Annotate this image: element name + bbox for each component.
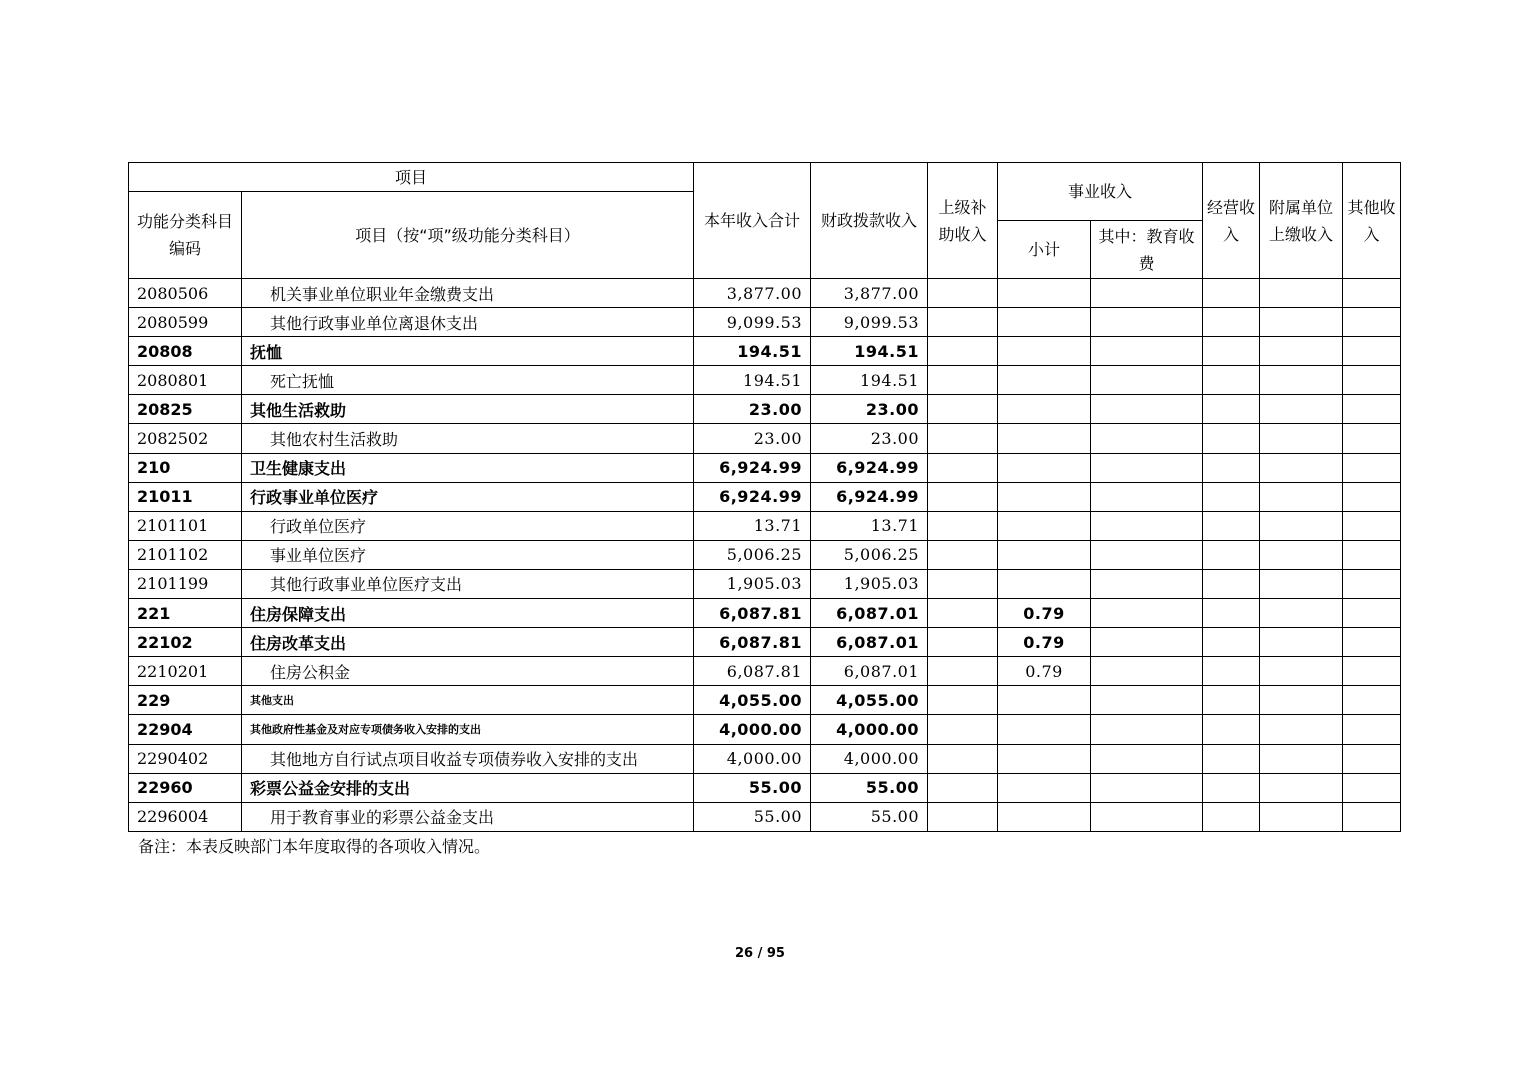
cell-edu-fee bbox=[1091, 599, 1203, 628]
cell-superior bbox=[928, 715, 998, 744]
cell-total: 194.51 bbox=[694, 337, 811, 366]
cell-superior bbox=[928, 744, 998, 773]
header-affiliate: 附属单位上缴收入 bbox=[1260, 163, 1343, 279]
cell-subtotal bbox=[998, 686, 1091, 715]
cell-fiscal: 9,099.53 bbox=[811, 308, 928, 337]
cell-superior bbox=[928, 308, 998, 337]
header-func-code: 功能分类科目编码 bbox=[129, 192, 242, 279]
cell-item-name: 事业单位医疗 bbox=[242, 540, 694, 569]
cell-affiliate bbox=[1260, 308, 1343, 337]
cell-edu-fee bbox=[1091, 308, 1203, 337]
cell-code: 2101101 bbox=[129, 511, 242, 540]
cell-superior bbox=[928, 657, 998, 686]
cell-edu-fee bbox=[1091, 366, 1203, 395]
header-career: 事业收入 bbox=[998, 163, 1203, 221]
cell-affiliate bbox=[1260, 540, 1343, 569]
table-body bbox=[129, 279, 1401, 832]
cell-other bbox=[1343, 337, 1401, 366]
cell-affiliate bbox=[1260, 657, 1343, 686]
cell-superior bbox=[928, 511, 998, 540]
cell-other bbox=[1343, 424, 1401, 453]
cell-operating bbox=[1203, 686, 1260, 715]
cell-edu-fee bbox=[1091, 686, 1203, 715]
table-row bbox=[129, 337, 1401, 366]
cell-other bbox=[1343, 511, 1401, 540]
cell-affiliate bbox=[1260, 599, 1343, 628]
cell-operating bbox=[1203, 366, 1260, 395]
cell-subtotal bbox=[998, 366, 1091, 395]
cell-total: 194.51 bbox=[694, 366, 811, 395]
cell-superior bbox=[928, 599, 998, 628]
cell-subtotal bbox=[998, 337, 1091, 366]
cell-edu-fee bbox=[1091, 773, 1203, 802]
cell-other bbox=[1343, 686, 1401, 715]
cell-item-name: 用于教育事业的彩票公益金支出 bbox=[242, 802, 694, 831]
cell-subtotal bbox=[998, 715, 1091, 744]
cell-total: 4,000.00 bbox=[694, 744, 811, 773]
cell-fiscal: 6,087.01 bbox=[811, 599, 928, 628]
cell-subtotal bbox=[998, 744, 1091, 773]
cell-code: 2080801 bbox=[129, 366, 242, 395]
cell-edu-fee bbox=[1091, 802, 1203, 831]
cell-subtotal bbox=[998, 773, 1091, 802]
cell-fiscal: 6,924.99 bbox=[811, 453, 928, 482]
cell-other bbox=[1343, 802, 1401, 831]
cell-other bbox=[1343, 366, 1401, 395]
table-row bbox=[129, 657, 1401, 686]
cell-fiscal: 5,006.25 bbox=[811, 540, 928, 569]
cell-item-name: 卫生健康支出 bbox=[242, 453, 694, 482]
cell-subtotal: 0.79 bbox=[998, 657, 1091, 686]
cell-item-name: 其他行政事业单位医疗支出 bbox=[242, 569, 694, 598]
cell-code: 22102 bbox=[129, 628, 242, 657]
cell-total: 6,924.99 bbox=[694, 453, 811, 482]
cell-edu-fee bbox=[1091, 424, 1203, 453]
cell-code: 22904 bbox=[129, 715, 242, 744]
header-superior: 上级补助收入 bbox=[928, 163, 998, 279]
cell-operating bbox=[1203, 715, 1260, 744]
table-row bbox=[129, 540, 1401, 569]
header-project: 项目 bbox=[129, 163, 694, 192]
cell-affiliate bbox=[1260, 802, 1343, 831]
cell-total: 55.00 bbox=[694, 773, 811, 802]
table-row bbox=[129, 395, 1401, 424]
cell-superior bbox=[928, 540, 998, 569]
cell-operating bbox=[1203, 599, 1260, 628]
cell-affiliate bbox=[1260, 453, 1343, 482]
cell-subtotal bbox=[998, 511, 1091, 540]
header-total: 本年收入合计 bbox=[694, 163, 811, 279]
cell-superior bbox=[928, 453, 998, 482]
header-fiscal: 财政拨款收入 bbox=[811, 163, 928, 279]
cell-operating bbox=[1203, 511, 1260, 540]
table-row bbox=[129, 569, 1401, 598]
cell-edu-fee bbox=[1091, 511, 1203, 540]
cell-subtotal bbox=[998, 279, 1091, 308]
cell-superior bbox=[928, 424, 998, 453]
cell-affiliate bbox=[1260, 569, 1343, 598]
table-row bbox=[129, 482, 1401, 511]
cell-total: 1,905.03 bbox=[694, 569, 811, 598]
cell-fiscal: 1,905.03 bbox=[811, 569, 928, 598]
cell-item-name: 其他农村生活救助 bbox=[242, 424, 694, 453]
cell-other bbox=[1343, 395, 1401, 424]
cell-item-name: 住房改革支出 bbox=[242, 628, 694, 657]
cell-subtotal: 0.79 bbox=[998, 628, 1091, 657]
cell-item-name: 死亡抚恤 bbox=[242, 366, 694, 395]
table-row bbox=[129, 686, 1401, 715]
header-operating: 经营收入 bbox=[1203, 163, 1260, 279]
cell-affiliate bbox=[1260, 773, 1343, 802]
cell-code: 20808 bbox=[129, 337, 242, 366]
cell-total: 6,087.81 bbox=[694, 657, 811, 686]
cell-subtotal: 0.79 bbox=[998, 599, 1091, 628]
cell-code: 221 bbox=[129, 599, 242, 628]
cell-other bbox=[1343, 569, 1401, 598]
cell-code: 210 bbox=[129, 453, 242, 482]
table-row bbox=[129, 599, 1401, 628]
cell-total: 23.00 bbox=[694, 395, 811, 424]
cell-subtotal bbox=[998, 453, 1091, 482]
cell-operating bbox=[1203, 308, 1260, 337]
cell-operating bbox=[1203, 802, 1260, 831]
cell-fiscal: 6,087.01 bbox=[811, 628, 928, 657]
cell-total: 4,000.00 bbox=[694, 715, 811, 744]
cell-superior bbox=[928, 802, 998, 831]
cell-operating bbox=[1203, 395, 1260, 424]
cell-subtotal bbox=[998, 540, 1091, 569]
cell-other bbox=[1343, 744, 1401, 773]
cell-item-name: 机关事业单位职业年金缴费支出 bbox=[242, 279, 694, 308]
cell-fiscal: 55.00 bbox=[811, 802, 928, 831]
cell-fiscal: 194.51 bbox=[811, 366, 928, 395]
cell-item-name: 其他地方自行试点项目收益专项债券收入安排的支出 bbox=[242, 744, 694, 773]
cell-superior bbox=[928, 279, 998, 308]
cell-code: 2101102 bbox=[129, 540, 242, 569]
cell-edu-fee bbox=[1091, 453, 1203, 482]
table-note: 备注：本表反映部门本年度取得的各项收入情况。 bbox=[138, 837, 491, 856]
cell-total: 6,087.81 bbox=[694, 599, 811, 628]
cell-other bbox=[1343, 453, 1401, 482]
cell-operating bbox=[1203, 569, 1260, 598]
cell-operating bbox=[1203, 337, 1260, 366]
cell-code: 2082502 bbox=[129, 424, 242, 453]
cell-subtotal bbox=[998, 308, 1091, 337]
cell-item-name: 其他生活救助 bbox=[242, 395, 694, 424]
cell-superior bbox=[928, 773, 998, 802]
cell-total: 4,055.00 bbox=[694, 686, 811, 715]
cell-code: 21011 bbox=[129, 482, 242, 511]
header-edu-fee: 其中：教育收费 bbox=[1091, 221, 1203, 279]
cell-fiscal: 4,000.00 bbox=[811, 744, 928, 773]
table-row bbox=[129, 308, 1401, 337]
cell-total: 9,099.53 bbox=[694, 308, 811, 337]
cell-code: 2296004 bbox=[129, 802, 242, 831]
table-row bbox=[129, 628, 1401, 657]
cell-code: 20825 bbox=[129, 395, 242, 424]
cell-other bbox=[1343, 657, 1401, 686]
cell-edu-fee bbox=[1091, 715, 1203, 744]
cell-code: 2080599 bbox=[129, 308, 242, 337]
table-row bbox=[129, 366, 1401, 395]
cell-operating bbox=[1203, 657, 1260, 686]
cell-other bbox=[1343, 279, 1401, 308]
cell-operating bbox=[1203, 628, 1260, 657]
cell-fiscal: 55.00 bbox=[811, 773, 928, 802]
cell-other bbox=[1343, 628, 1401, 657]
cell-total: 3,877.00 bbox=[694, 279, 811, 308]
header-item-name: 项目（按“项”级功能分类科目） bbox=[242, 192, 694, 279]
cell-item-name: 其他行政事业单位离退休支出 bbox=[242, 308, 694, 337]
table-row bbox=[129, 802, 1401, 831]
cell-fiscal: 194.51 bbox=[811, 337, 928, 366]
cell-fiscal: 6,924.99 bbox=[811, 482, 928, 511]
cell-superior bbox=[928, 337, 998, 366]
cell-superior bbox=[928, 628, 998, 657]
page-number: 26 / 95 bbox=[735, 946, 785, 961]
cell-fiscal: 23.00 bbox=[811, 395, 928, 424]
table-row bbox=[129, 511, 1401, 540]
cell-superior bbox=[928, 482, 998, 511]
cell-other bbox=[1343, 482, 1401, 511]
cell-superior bbox=[928, 686, 998, 715]
cell-edu-fee bbox=[1091, 482, 1203, 511]
cell-operating bbox=[1203, 744, 1260, 773]
header-other: 其他收入 bbox=[1343, 163, 1401, 279]
table-row bbox=[129, 744, 1401, 773]
cell-operating bbox=[1203, 482, 1260, 511]
cell-edu-fee bbox=[1091, 279, 1203, 308]
cell-affiliate bbox=[1260, 744, 1343, 773]
cell-edu-fee bbox=[1091, 337, 1203, 366]
cell-operating bbox=[1203, 453, 1260, 482]
cell-affiliate bbox=[1260, 715, 1343, 744]
cell-fiscal: 6,087.01 bbox=[811, 657, 928, 686]
income-table bbox=[128, 162, 1401, 832]
cell-operating bbox=[1203, 424, 1260, 453]
cell-other bbox=[1343, 599, 1401, 628]
cell-edu-fee bbox=[1091, 395, 1203, 424]
cell-edu-fee bbox=[1091, 744, 1203, 773]
cell-affiliate bbox=[1260, 395, 1343, 424]
cell-affiliate bbox=[1260, 628, 1343, 657]
cell-code: 2210201 bbox=[129, 657, 242, 686]
cell-other bbox=[1343, 773, 1401, 802]
cell-code: 22960 bbox=[129, 773, 242, 802]
cell-superior bbox=[928, 395, 998, 424]
table-row bbox=[129, 773, 1401, 802]
cell-total: 13.71 bbox=[694, 511, 811, 540]
cell-total: 5,006.25 bbox=[694, 540, 811, 569]
cell-code: 229 bbox=[129, 686, 242, 715]
cell-edu-fee bbox=[1091, 569, 1203, 598]
header-subtotal: 小计 bbox=[998, 221, 1091, 279]
cell-total: 55.00 bbox=[694, 802, 811, 831]
cell-operating bbox=[1203, 279, 1260, 308]
cell-superior bbox=[928, 569, 998, 598]
cell-item-name: 彩票公益金安排的支出 bbox=[242, 773, 694, 802]
table-row bbox=[129, 424, 1401, 453]
cell-total: 23.00 bbox=[694, 424, 811, 453]
cell-item-name: 其他支出 bbox=[242, 686, 694, 715]
cell-affiliate bbox=[1260, 686, 1343, 715]
cell-code: 2290402 bbox=[129, 744, 242, 773]
cell-item-name: 抚恤 bbox=[242, 337, 694, 366]
cell-affiliate bbox=[1260, 482, 1343, 511]
cell-code: 2101199 bbox=[129, 569, 242, 598]
cell-edu-fee bbox=[1091, 657, 1203, 686]
cell-item-name: 其他政府性基金及对应专项债务收入安排的支出 bbox=[242, 715, 694, 744]
cell-subtotal bbox=[998, 424, 1091, 453]
cell-other bbox=[1343, 715, 1401, 744]
cell-affiliate bbox=[1260, 279, 1343, 308]
cell-affiliate bbox=[1260, 366, 1343, 395]
cell-fiscal: 3,877.00 bbox=[811, 279, 928, 308]
cell-other bbox=[1343, 308, 1401, 337]
table-row bbox=[129, 279, 1401, 308]
cell-item-name: 行政单位医疗 bbox=[242, 511, 694, 540]
cell-total: 6,087.81 bbox=[694, 628, 811, 657]
cell-other bbox=[1343, 540, 1401, 569]
cell-code: 2080506 bbox=[129, 279, 242, 308]
cell-affiliate bbox=[1260, 424, 1343, 453]
cell-item-name: 行政事业单位医疗 bbox=[242, 482, 694, 511]
cell-superior bbox=[928, 366, 998, 395]
cell-fiscal: 23.00 bbox=[811, 424, 928, 453]
cell-item-name: 住房公积金 bbox=[242, 657, 694, 686]
cell-operating bbox=[1203, 773, 1260, 802]
cell-edu-fee bbox=[1091, 540, 1203, 569]
cell-fiscal: 4,055.00 bbox=[811, 686, 928, 715]
cell-edu-fee bbox=[1091, 628, 1203, 657]
cell-subtotal bbox=[998, 802, 1091, 831]
cell-subtotal bbox=[998, 569, 1091, 598]
cell-operating bbox=[1203, 540, 1260, 569]
cell-affiliate bbox=[1260, 337, 1343, 366]
cell-affiliate bbox=[1260, 511, 1343, 540]
cell-item-name: 住房保障支出 bbox=[242, 599, 694, 628]
table-row bbox=[129, 715, 1401, 744]
cell-fiscal: 4,000.00 bbox=[811, 715, 928, 744]
cell-total: 6,924.99 bbox=[694, 482, 811, 511]
cell-subtotal bbox=[998, 395, 1091, 424]
cell-subtotal bbox=[998, 482, 1091, 511]
table-row bbox=[129, 453, 1401, 482]
cell-fiscal: 13.71 bbox=[811, 511, 928, 540]
